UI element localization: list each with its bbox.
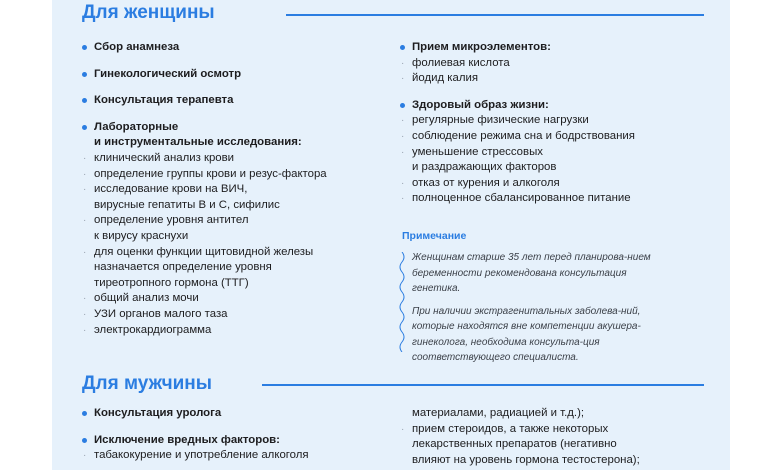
list-item-text: полноценное сбалансированное питание — [412, 192, 631, 205]
note-title: Примечание — [402, 230, 467, 242]
list-gap — [82, 109, 402, 120]
list-item-continuation: лекарственных препаратов (негативно — [412, 438, 617, 451]
list-item-continuation: и раздражающих факторов — [412, 161, 557, 174]
list-item — [82, 291, 402, 307]
list-gap — [400, 87, 720, 98]
list-item — [400, 145, 720, 161]
list-item-text: соблюдение режима сна и бодрствования — [412, 129, 635, 142]
list-item — [400, 422, 720, 438]
list-item — [82, 323, 402, 339]
note-wave-icon — [398, 252, 406, 352]
list-item-text: исследование крови на ВИЧ, — [94, 183, 248, 196]
bullet-dot-icon: · — [401, 73, 405, 85]
list-item-text: для оценки функции щитовидной железы — [94, 245, 314, 258]
list-item-text: фолиевая кислота — [412, 56, 510, 69]
list-item-text: электрокардиограмма — [94, 323, 212, 336]
list-item-continuation: тиреотропного гормона (ТТГ) — [94, 276, 249, 289]
note-paragraph: Женщинам старше 35 лет перед планирова-нием беременности рекомендована консультация генетика. — [412, 252, 651, 294]
bullet-dot-icon: · — [401, 57, 405, 69]
list-item-continuation: назначается определение уровня — [94, 261, 272, 274]
list-item-text: регулярные физические нагрузки — [412, 114, 589, 127]
list-item-continuation: материалами, радиацией и т.д.); — [412, 407, 585, 419]
list-item-continuation: к вирусу краснухи — [94, 229, 189, 242]
list-item — [82, 213, 402, 229]
list-heading: Сбор анамнеза — [82, 40, 402, 56]
bullet-dot-icon: · — [83, 215, 87, 227]
list-heading: Гинекологический осмотр — [82, 67, 402, 83]
list-item — [82, 167, 402, 183]
list-item — [82, 448, 402, 464]
list-heading: Консультация терапевта — [82, 93, 402, 109]
men-right-column — [400, 406, 720, 468]
bullet-dot-icon: · — [83, 293, 87, 305]
bullet-dot-icon: · — [401, 177, 405, 189]
list-item — [400, 71, 720, 87]
bullet-dot-icon: · — [83, 168, 87, 180]
bullet-dot-icon: · — [83, 308, 87, 320]
list-heading: Исключение вредных факторов: — [82, 433, 402, 449]
list-item — [400, 191, 720, 207]
list-heading: Консультация уролога — [82, 406, 402, 422]
list-item — [82, 182, 402, 198]
list-item — [400, 129, 720, 145]
men-title-divider — [262, 384, 704, 386]
list-item-text: прием стероидов, а также некоторых — [412, 422, 609, 435]
list-gap — [82, 82, 402, 93]
list-gap — [82, 422, 402, 433]
list-item-text: клинический анализ крови — [94, 151, 235, 164]
women-left-column — [82, 40, 405, 338]
bullet-dot-icon: · — [401, 146, 405, 158]
list-item-text: определение уровня антител — [94, 214, 249, 227]
list-item-text: йодид калия — [412, 72, 479, 85]
men-left-column — [82, 406, 405, 464]
note-paragraph: При наличии экстрагенитальных заболева-ний, которые находятся вне компетенции акушера-гинеколога, необходима консульта-ция соответствующего специалиста. — [412, 305, 641, 363]
list-gap — [82, 56, 402, 67]
list-item — [400, 56, 720, 72]
list-item-text: отказ от курения и алкоголя — [412, 176, 560, 189]
list-heading: Здоровый образ жизни: — [400, 98, 720, 114]
list-item — [82, 245, 402, 261]
list-item — [82, 307, 402, 323]
bullet-dot-icon: · — [83, 184, 87, 196]
list-heading: Прием микроэлементов: — [400, 40, 720, 56]
list-item-continuation: вирусные гепатиты B и C, сифилис — [94, 198, 280, 211]
list-item-text: определение группы крови и резус-фактора — [94, 167, 327, 180]
women-title-divider — [286, 14, 704, 16]
list-item — [82, 151, 402, 167]
list-item-continuation: влияют на уровень гормона тестостерона); — [412, 453, 640, 466]
bullet-dot-icon: · — [401, 193, 405, 205]
list-heading: и инструментальные исследования: — [94, 136, 302, 149]
bullet-dot-icon: · — [401, 423, 405, 435]
list-item-text: общий анализ мочи — [94, 292, 199, 305]
note-text — [412, 250, 672, 373]
list-item-text: табакокурение и употребление алкоголя — [94, 449, 309, 462]
bullet-dot-icon: · — [83, 324, 87, 336]
bullet-dot-icon: · — [83, 152, 87, 164]
content-panel — [52, 0, 730, 470]
men-section-title: Для мужчины — [82, 373, 212, 394]
list-item — [400, 176, 720, 192]
list-item-text: УЗИ органов малого таза — [94, 307, 228, 320]
bullet-dot-icon: · — [401, 115, 405, 127]
bullet-dot-icon: · — [83, 450, 87, 462]
list-item — [400, 113, 720, 129]
list-heading: Лабораторные — [82, 120, 402, 136]
list-item-text: уменьшение стрессовых — [412, 145, 543, 158]
bullet-dot-icon: · — [401, 130, 405, 142]
women-right-column — [400, 40, 720, 207]
women-section-title: Для женщины — [82, 2, 215, 23]
bullet-dot-icon: · — [83, 246, 87, 258]
